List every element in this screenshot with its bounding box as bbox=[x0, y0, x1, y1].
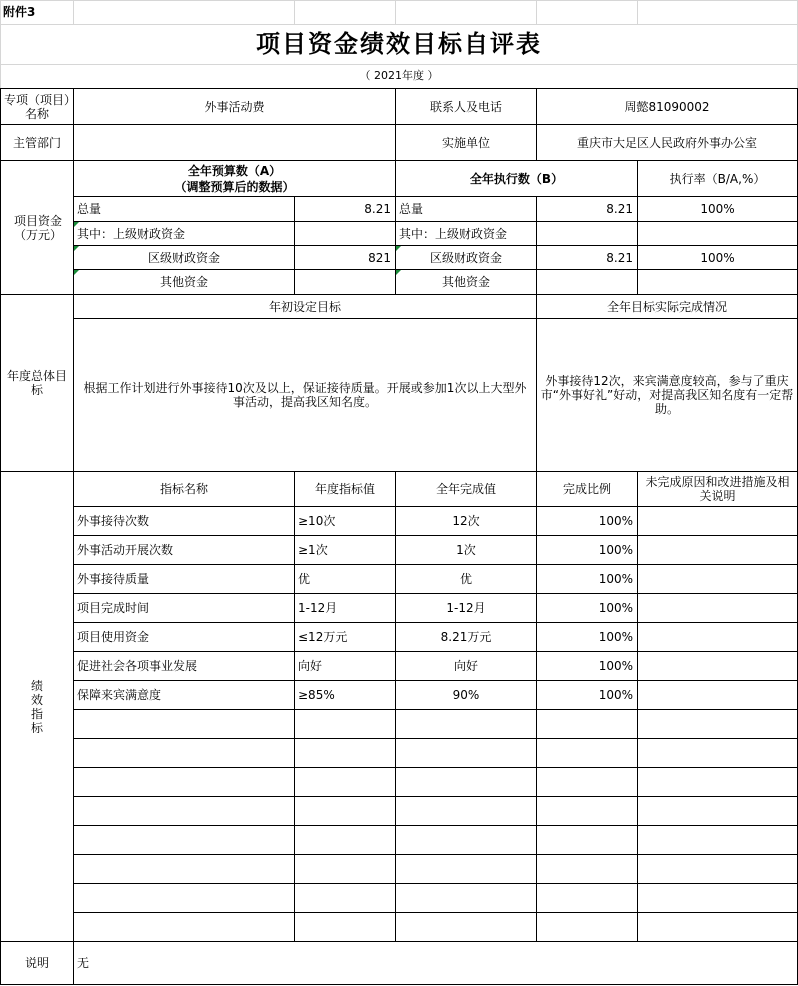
indicator-note bbox=[638, 507, 797, 535]
indicator-note bbox=[638, 536, 797, 564]
fund-row-rate: 100% bbox=[700, 250, 735, 265]
explanation-label: 说明 bbox=[24, 956, 49, 970]
indicator-name: 保障来宾满意度 bbox=[77, 688, 162, 702]
fund-row-value-b: 8.21 bbox=[606, 250, 633, 265]
goals-actual-text: 外事接待12次，来宾满意度较高，参与了重庆市“外事好礼”好动，对提高我区知名度有一定帮助。 bbox=[540, 374, 794, 416]
indicator-ratio: 100% bbox=[598, 630, 633, 644]
indicator-header-name: 指标名称 bbox=[159, 482, 208, 496]
fund-row-label-b: 其他资金 bbox=[441, 275, 490, 289]
indicator-actual: 8.21万元 bbox=[440, 630, 492, 644]
attachment-label: 附件3 bbox=[3, 5, 36, 19]
fund-row-value-a: 821 bbox=[368, 250, 391, 265]
indicator-target: ≥85% bbox=[298, 688, 335, 702]
fund-row-label-b: 区级财政资金 bbox=[429, 250, 502, 265]
funds-label: 项目资金（万元） bbox=[13, 213, 62, 242]
indicator-name: 外事接待质量 bbox=[77, 572, 150, 586]
fund-row-label-b: 其中：上级财政资金 bbox=[399, 226, 508, 241]
explanation-value: 无 bbox=[77, 956, 90, 970]
indicator-header-actual: 全年完成值 bbox=[435, 482, 496, 496]
fund-row-rate bbox=[638, 222, 797, 245]
unit-value: 重庆市大足区人民政府外事办公室 bbox=[576, 135, 757, 150]
fund-row-value-b bbox=[537, 270, 637, 294]
indicator-note bbox=[638, 565, 797, 593]
year-label: （ 2021年度 ） bbox=[359, 69, 439, 82]
goals-label: 年度总体目标 bbox=[6, 369, 67, 397]
exec-header: 全年执行数（B） bbox=[469, 171, 564, 186]
dept-value bbox=[74, 125, 395, 160]
indicator-actual: 12次 bbox=[452, 514, 480, 528]
indicator-note bbox=[638, 623, 797, 651]
indicator-ratio: 100% bbox=[598, 572, 633, 586]
fund-row-label-a: 其中：上级财政资金 bbox=[77, 226, 186, 241]
indicators-label bbox=[28, 472, 46, 941]
indicator-note bbox=[638, 681, 797, 709]
fund-row-rate bbox=[638, 270, 797, 294]
fund-row-value-a: 8.21 bbox=[364, 202, 391, 216]
dept-label: 主管部门 bbox=[12, 135, 61, 150]
fund-row-rate: 100% bbox=[700, 202, 735, 216]
indicator-ratio: 100% bbox=[598, 514, 633, 528]
indicator-target: ≥1次 bbox=[298, 543, 328, 557]
indicator-target: 优 bbox=[298, 572, 311, 586]
indicator-note bbox=[638, 594, 797, 622]
indicator-header-note: 未完成原因和改进措施及相关说明 bbox=[645, 475, 790, 503]
indicator-header-target: 年度指标值 bbox=[314, 482, 375, 496]
indicator-actual: 90% bbox=[452, 688, 480, 702]
indicator-actual: 1次 bbox=[456, 543, 476, 557]
indicator-name: 促进社会各项事业发展 bbox=[77, 659, 198, 673]
budget-header: 全年预算数（A） bbox=[187, 163, 282, 178]
indicator-actual: 1-12月 bbox=[446, 601, 486, 615]
page-title: 项目资金绩效目标自评表 bbox=[256, 29, 542, 58]
fund-row-value-a bbox=[295, 270, 395, 294]
fund-row-value-b bbox=[537, 222, 637, 245]
indicator-ratio: 100% bbox=[598, 601, 633, 615]
indicator-target: 向好 bbox=[298, 659, 323, 673]
indicator-ratio: 100% bbox=[598, 543, 633, 557]
indicator-ratio: 100% bbox=[598, 659, 633, 673]
indicator-name: 外事活动开展次数 bbox=[77, 543, 174, 557]
fund-row-label-a: 总量 bbox=[77, 202, 102, 216]
indicator-name: 项目完成时间 bbox=[77, 601, 150, 615]
indicator-header-ratio: 完成比例 bbox=[562, 482, 611, 496]
fund-row-label-a: 区级财政资金 bbox=[147, 250, 220, 265]
contact-value: 周懿81090002 bbox=[624, 99, 710, 114]
fund-row-value-a bbox=[295, 222, 395, 245]
goals-planned-header: 年初设定目标 bbox=[268, 299, 341, 314]
fund-row-value-b: 8.21 bbox=[606, 202, 633, 216]
indicators-label-text: 绩效指标 bbox=[30, 678, 43, 735]
indicator-name: 外事接待次数 bbox=[77, 514, 150, 528]
goals-planned-text: 根据工作计划进行外事接待10次及以上，保证接待质量。开展或参加1次以上大型外事活动，提高我区知名度。 bbox=[83, 381, 527, 409]
rate-header: 执行率（B/A,%） bbox=[669, 171, 766, 186]
project-name-value: 外事活动费 bbox=[204, 99, 265, 114]
indicator-target: 1-12月 bbox=[298, 601, 338, 615]
contact-label: 联系人及电话 bbox=[429, 99, 502, 114]
indicator-target: ≤12万元 bbox=[298, 630, 348, 644]
unit-label: 实施单位 bbox=[441, 135, 490, 150]
indicator-actual: 向好 bbox=[453, 659, 478, 673]
project-name-label: 专项（项目）名称 bbox=[3, 92, 70, 121]
indicator-target: ≥10次 bbox=[298, 514, 336, 528]
goals-actual-header: 全年目标实际完成情况 bbox=[606, 299, 727, 314]
indicator-actual: 优 bbox=[459, 572, 472, 586]
indicator-name: 项目使用资金 bbox=[77, 630, 150, 644]
indicator-note bbox=[638, 652, 797, 680]
fund-row-label-b: 总量 bbox=[399, 202, 424, 216]
indicator-ratio: 100% bbox=[598, 688, 633, 702]
budget-header-sub: （调整预算后的数据） bbox=[174, 179, 295, 194]
fund-row-label-a: 其他资金 bbox=[159, 275, 208, 289]
